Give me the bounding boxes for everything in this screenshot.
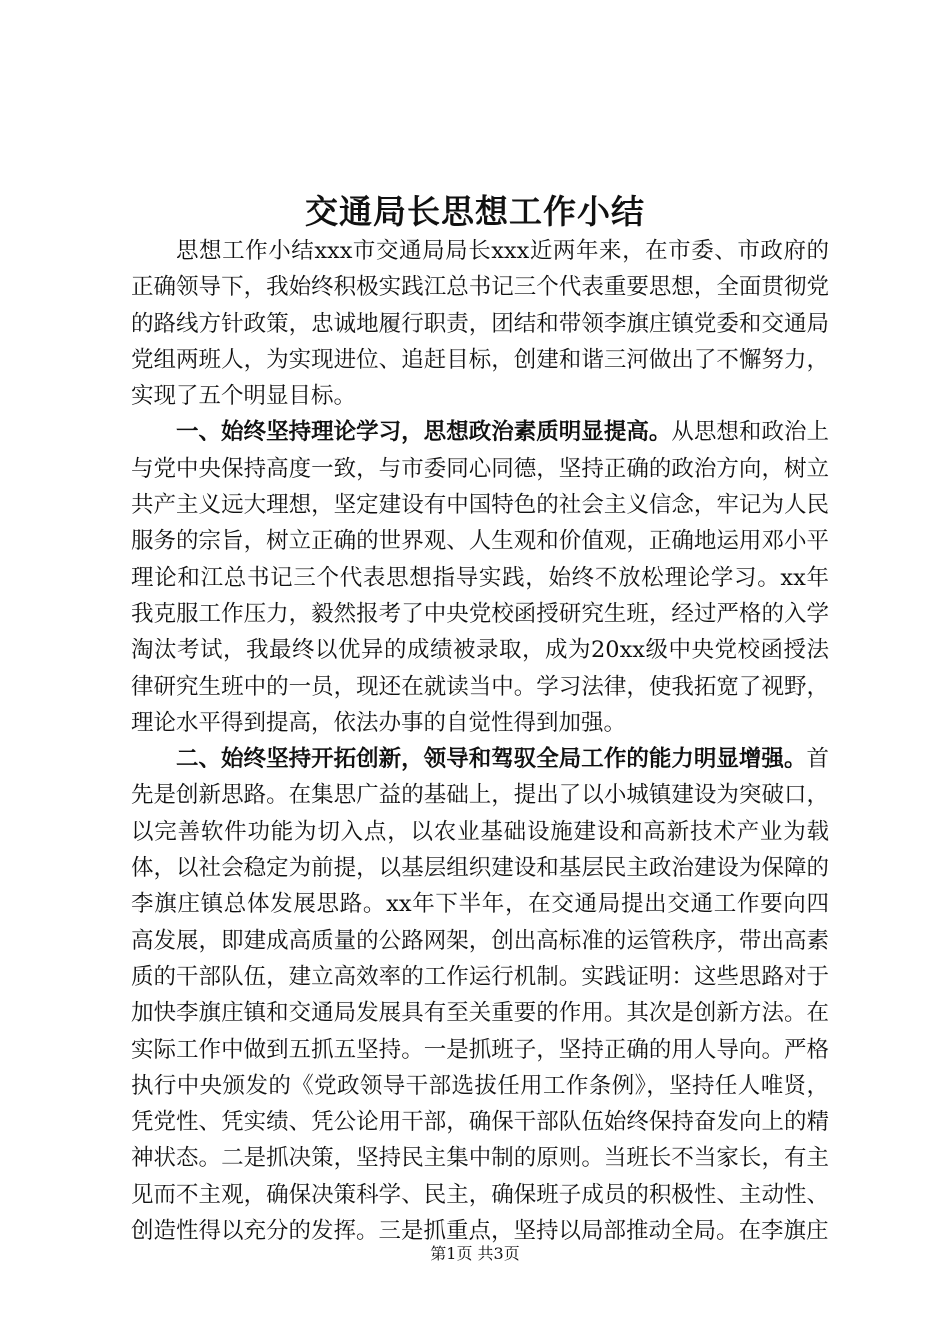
- document-title: 交通局长思想工作小结: [305, 192, 645, 231]
- paragraph-intro: [131, 233, 829, 414]
- section-2-text: 首先是创新思路。在集思广益的基础上，提出了以小城镇建设为突破口，以完善软件功能为切入点，以农业基础设施建设和高新技术产业为载体，以社会稳定为前提，以基层组织建设和基层民主政治建设为保障的李旗庄镇总体发展思路。xx年下半年，在交通局提出交通工作要向四高发展，即建成高质量的公路网架，创出高标准的运管秩序，带出高素质的干部队伍，建立高效率的工作运行机制。实践证明：这些思路对于加快李旗庄镇和交通局发展具有至关重要的作用。其次是创新方法。在实际工作中做到五抓五坚持。一是抓班子，坚持正确的用人导向。严格执行中央颁发的《党政领导干部选拔任用工作条例》，坚持任人唯贤，凭党性、凭实绩、凭公论用干部，确保干部队伍始终保持奋发向上的精神状态。二是抓决策，坚持民主集中制的原则。当班长不当家长，有主见而不主观，确保决策科学、民主，确保班子成员的积极性、主动性、创造性得以充分的发挥。三是抓重点，坚持以局部推动全局。在李旗庄: [131, 746, 829, 1245]
- paragraph-section-1: [131, 414, 829, 741]
- document-body: [131, 233, 829, 1249]
- section-1-heading: 一、始终坚持理论学习，思想政治素质明显提高。: [176, 419, 672, 446]
- section-2-heading: 二、始终坚持开拓创新，领导和驾驭全局工作的能力明显增强。: [176, 746, 807, 773]
- section-1-text: 从思想和政治上与党中央保持高度一致，与市委同心同德，坚持正确的政治方向，树立共产主义远大理想，坚定建设有中国特色的社会主义信念，牢记为人民服务的宗旨，树立正确的世界观、人生观和价值观，正确地运用邓小平理论和江总书记三个代表思想指导实践，始终不放松理论学习。xx年我克服工作压力，毅然报考了中央党校函授研究生班，经过严格的入学淘汰考试，我最终以优异的成绩被录取，成为20xx级中央党校函授法律研究生班中的一员，现还在就读当中。学习法律，使我拓宽了视野，理论水平得到提高，依法办事的自觉性得到加强。: [131, 419, 829, 736]
- paragraph-section-2: [131, 741, 829, 1249]
- paragraph-intro-text: 思想工作小结xxx市交通局局长xxx近两年来，在市委、市政府的正确领导下，我始终积极实践江总书记三个代表重要思想，全面贯彻党的路线方针政策，忠诚地履行职责，团结和带领李旗庄镇党委和交通局党组两班人，为实现进位、追赶目标，创建和谐三河做出了不懈努力，实现了五个明显目标。: [131, 238, 829, 410]
- page-number: 第1页 共3页: [430, 1244, 520, 1263]
